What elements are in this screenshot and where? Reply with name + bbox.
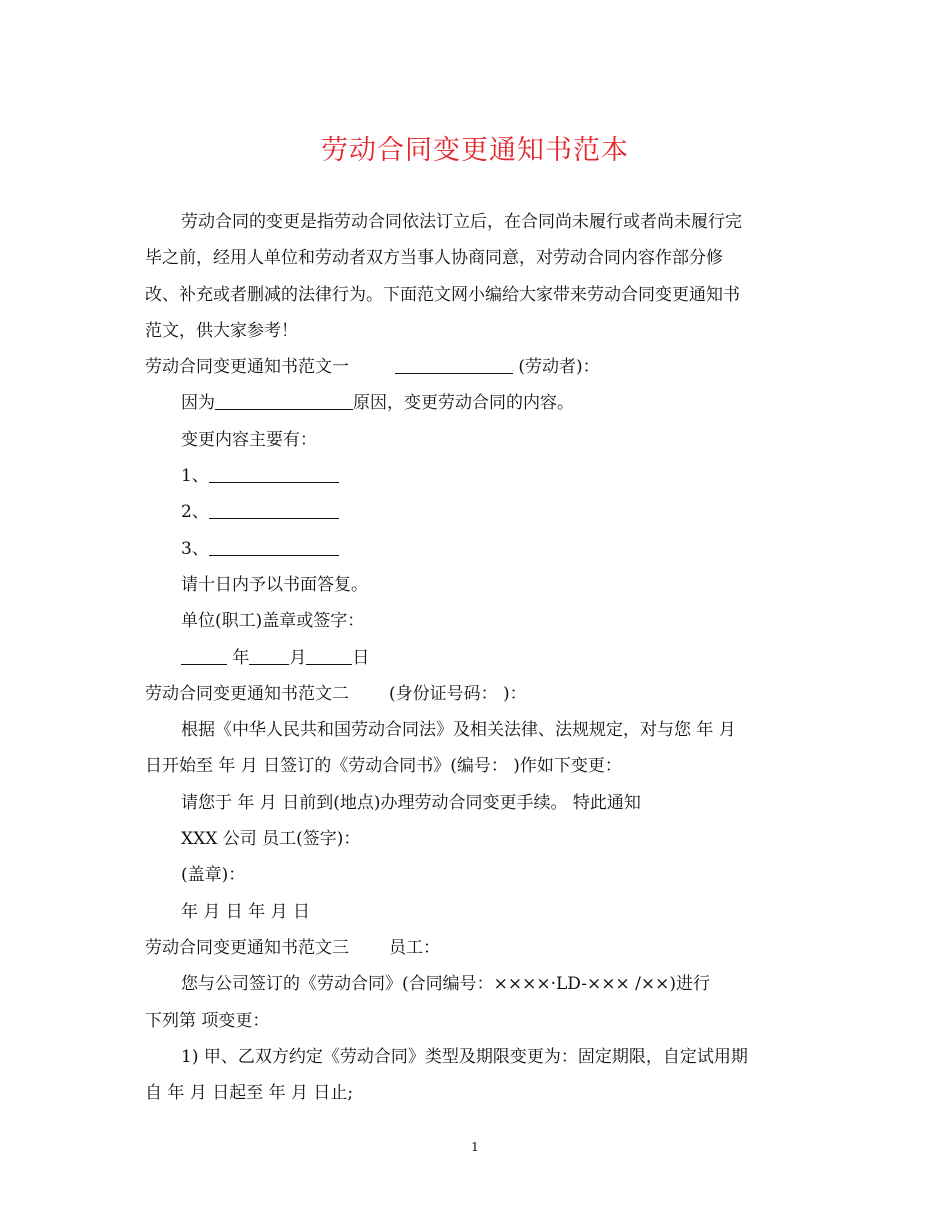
sample1-date-line — [145, 640, 810, 676]
reply-request: 请十日内予以书面答复。 — [181, 574, 368, 595]
change-item-1 — [145, 458, 810, 494]
sample1-heading: 劳动合同变更通知书范文一 — [145, 357, 349, 378]
change-item-1-blank — [209, 464, 339, 483]
change-item-3-number: 3、 — [181, 538, 209, 559]
date-month-label: 月 — [289, 647, 307, 668]
sample2-para2: 请您于 年 月 日前到(地点)办理劳动合同变更手续。 特此通知 — [181, 792, 641, 813]
sample2-heading: 劳动合同变更通知书范文二 — [145, 683, 349, 704]
reason-prefix: 因为 — [181, 393, 215, 414]
reason-line — [145, 385, 810, 421]
document-body — [145, 204, 810, 1111]
sample3-para1-line1: 您与公司签订的《劳动合同》(合同编号：××××·LD-××× /××)进行 — [181, 974, 710, 995]
sample2-seal-line: (盖章)： — [181, 865, 246, 886]
sample3-heading-line — [145, 930, 810, 966]
change-item-1-number: 1、 — [181, 466, 209, 487]
date-year-label: 年 — [232, 647, 250, 668]
intro-line-3: 改、补充或者删减的法律行为。下面范文网小编给大家带来劳动合同变更通知书 — [145, 284, 740, 305]
date-day-label: 日 — [352, 647, 370, 668]
reason-blank — [215, 391, 353, 410]
changes-label: 变更内容主要有： — [181, 429, 317, 450]
change-item-3 — [145, 531, 810, 567]
reason-suffix: 原因，变更劳动合同的内容。 — [353, 393, 574, 414]
year-blank — [181, 646, 227, 665]
sample2-heading-line — [145, 676, 810, 712]
addressee-blank — [395, 355, 513, 374]
sample2-para1-line1: 根据《中华人民共和国劳动合同法》及相关法律、法规规定，对与您 年 月 — [181, 720, 736, 741]
day-blank — [306, 646, 352, 665]
company-signature-line: XXX 公司 员工(签字)： — [181, 829, 361, 850]
sample3-item1-line2: 自 年 月 日起至 年 月 日止; — [145, 1083, 354, 1104]
change-item-2-number: 2、 — [181, 502, 209, 523]
id-number-label: (身份证号码： )： — [389, 683, 527, 704]
intro-line-4: 范文，供大家参考！ — [145, 320, 298, 341]
intro-line-1: 劳动合同的变更是指劳动合同依法订立后，在合同尚未履行或者尚未履行完 — [181, 212, 742, 232]
employee-label: 员工： — [389, 937, 440, 958]
change-item-3-blank — [209, 537, 339, 556]
sample2-date-line: 年 月 日 年 月 日 — [181, 901, 311, 922]
intro-line-2: 毕之前，经用人单位和劳动者双方当事人协商同意，对劳动合同内容作部分修 — [145, 248, 723, 269]
sample2-para1-line2: 日开始至 年 月 日签订的《劳动合同书》(编号： )作如下变更： — [145, 756, 622, 777]
sample3-heading: 劳动合同变更通知书范文三 — [145, 937, 349, 958]
page-number: 1 — [471, 1140, 479, 1154]
month-blank — [249, 646, 289, 665]
addressee-suffix: (劳动者)： — [518, 357, 600, 378]
change-item-2-blank — [209, 500, 339, 519]
sample1-heading-line — [145, 349, 810, 385]
document-title: 劳动合同变更通知书范本 — [321, 135, 629, 166]
sample1-seal-line: 单位(职工)盖章或签字： — [181, 611, 365, 632]
change-item-2 — [145, 494, 810, 530]
sample3-item1-line1: 1) 甲、乙双方约定《劳动合同》类型及期限变更为：固定期限，自定试用期 — [181, 1046, 748, 1067]
sample3-para1-line2: 下列第 项变更： — [145, 1010, 270, 1031]
